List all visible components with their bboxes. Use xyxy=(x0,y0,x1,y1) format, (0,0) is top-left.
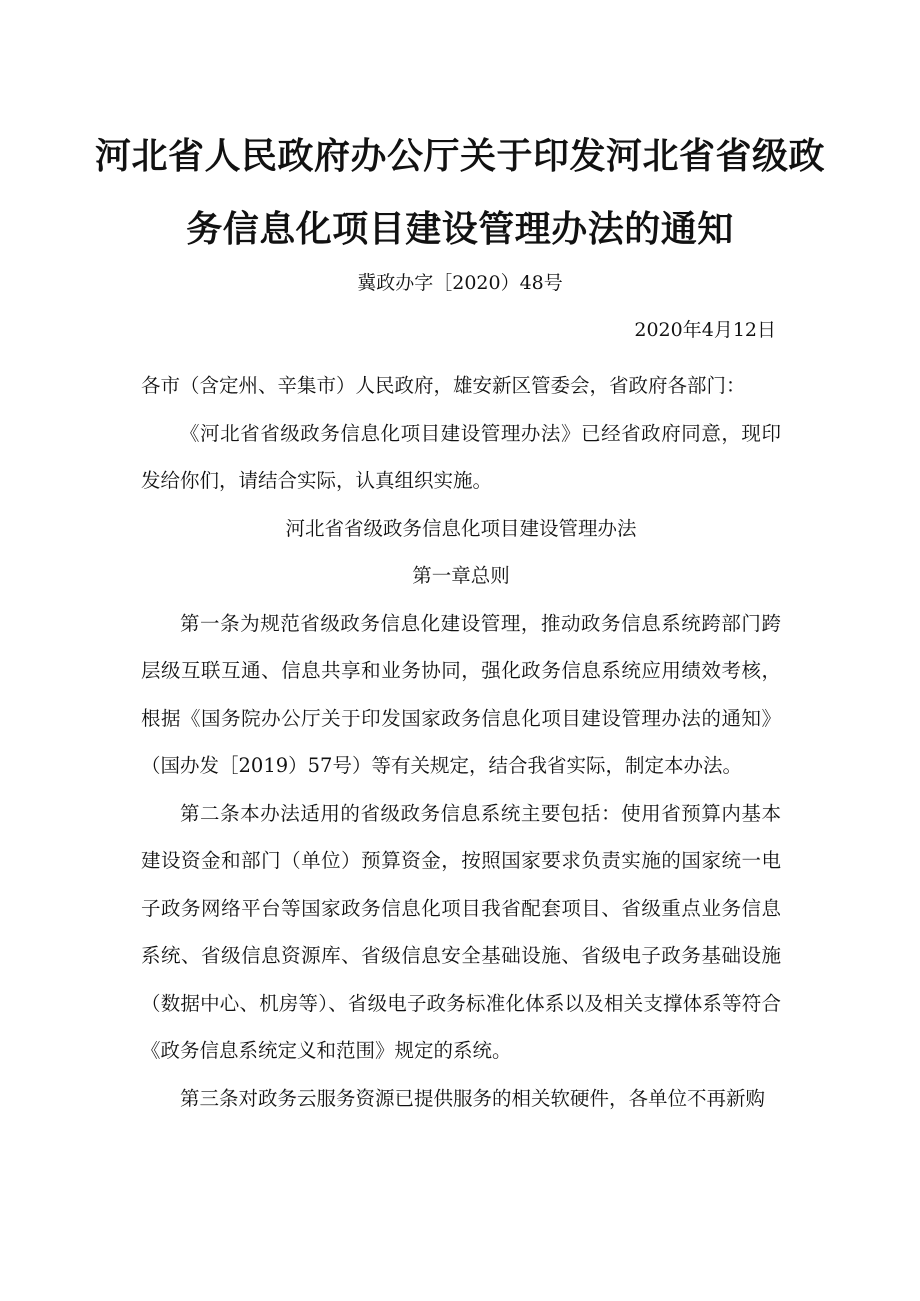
document-body xyxy=(141,362,781,1122)
document-title-line-1: 河北省人民政府办公厅关于印发河北省省级政 xyxy=(94,136,825,177)
measures-title: 河北省省级政务信息化项目建设管理办法 xyxy=(285,516,637,540)
issue-date: 2020年4月12日 xyxy=(634,319,776,341)
notice-paragraph: 《河北省省级政务信息化项目建设管理办法》已经省政府同意，现印发给你们，请结合实际，认真组织实施。 xyxy=(141,421,781,492)
document-title-line-2: 务信息化项目建设管理办法的通知 xyxy=(186,209,734,250)
article-1: 第一条为规范省级政务信息化建设管理，推动政务信息系统跨部门跨层级互联互通、信息共享和业务协同，强化政务信息系统应用绩效考核，根据《国务院办公厅关于印发国家政务信息化项目建设管理办法的通知》（国办发［2019）57号）等有关规定，结合我省实际，制定本办法。 xyxy=(141,611,781,777)
chapter-title: 第一章总则 xyxy=(412,564,510,587)
document-number: 冀政办字［2020）48号 xyxy=(357,272,563,294)
addressee: 各市（含定州、辛集市）人民政府，雄安新区管委会，省政府各部门： xyxy=(141,374,746,397)
article-2: 第二条本办法适用的省级政务信息系统主要包括：使用省预算内基本建设资金和部门（单位）预算资金，按照国家要求负责实施的国家统一电子政务网络平台等国家政务信息化项目我省配套项目、省级重点业务信息系统、省级信息资源库、省级信息安全基础设施、省级电子政务基础设施（数据中心、机房等）、省级电子政务标准化体系以及相关支撑体系等符合《政务信息系统定义和范围》规定的系统。 xyxy=(141,801,781,1062)
article-3: 第三条对政务云服务资源已提供服务的相关软硬件，各单位不再新购 xyxy=(180,1086,766,1110)
